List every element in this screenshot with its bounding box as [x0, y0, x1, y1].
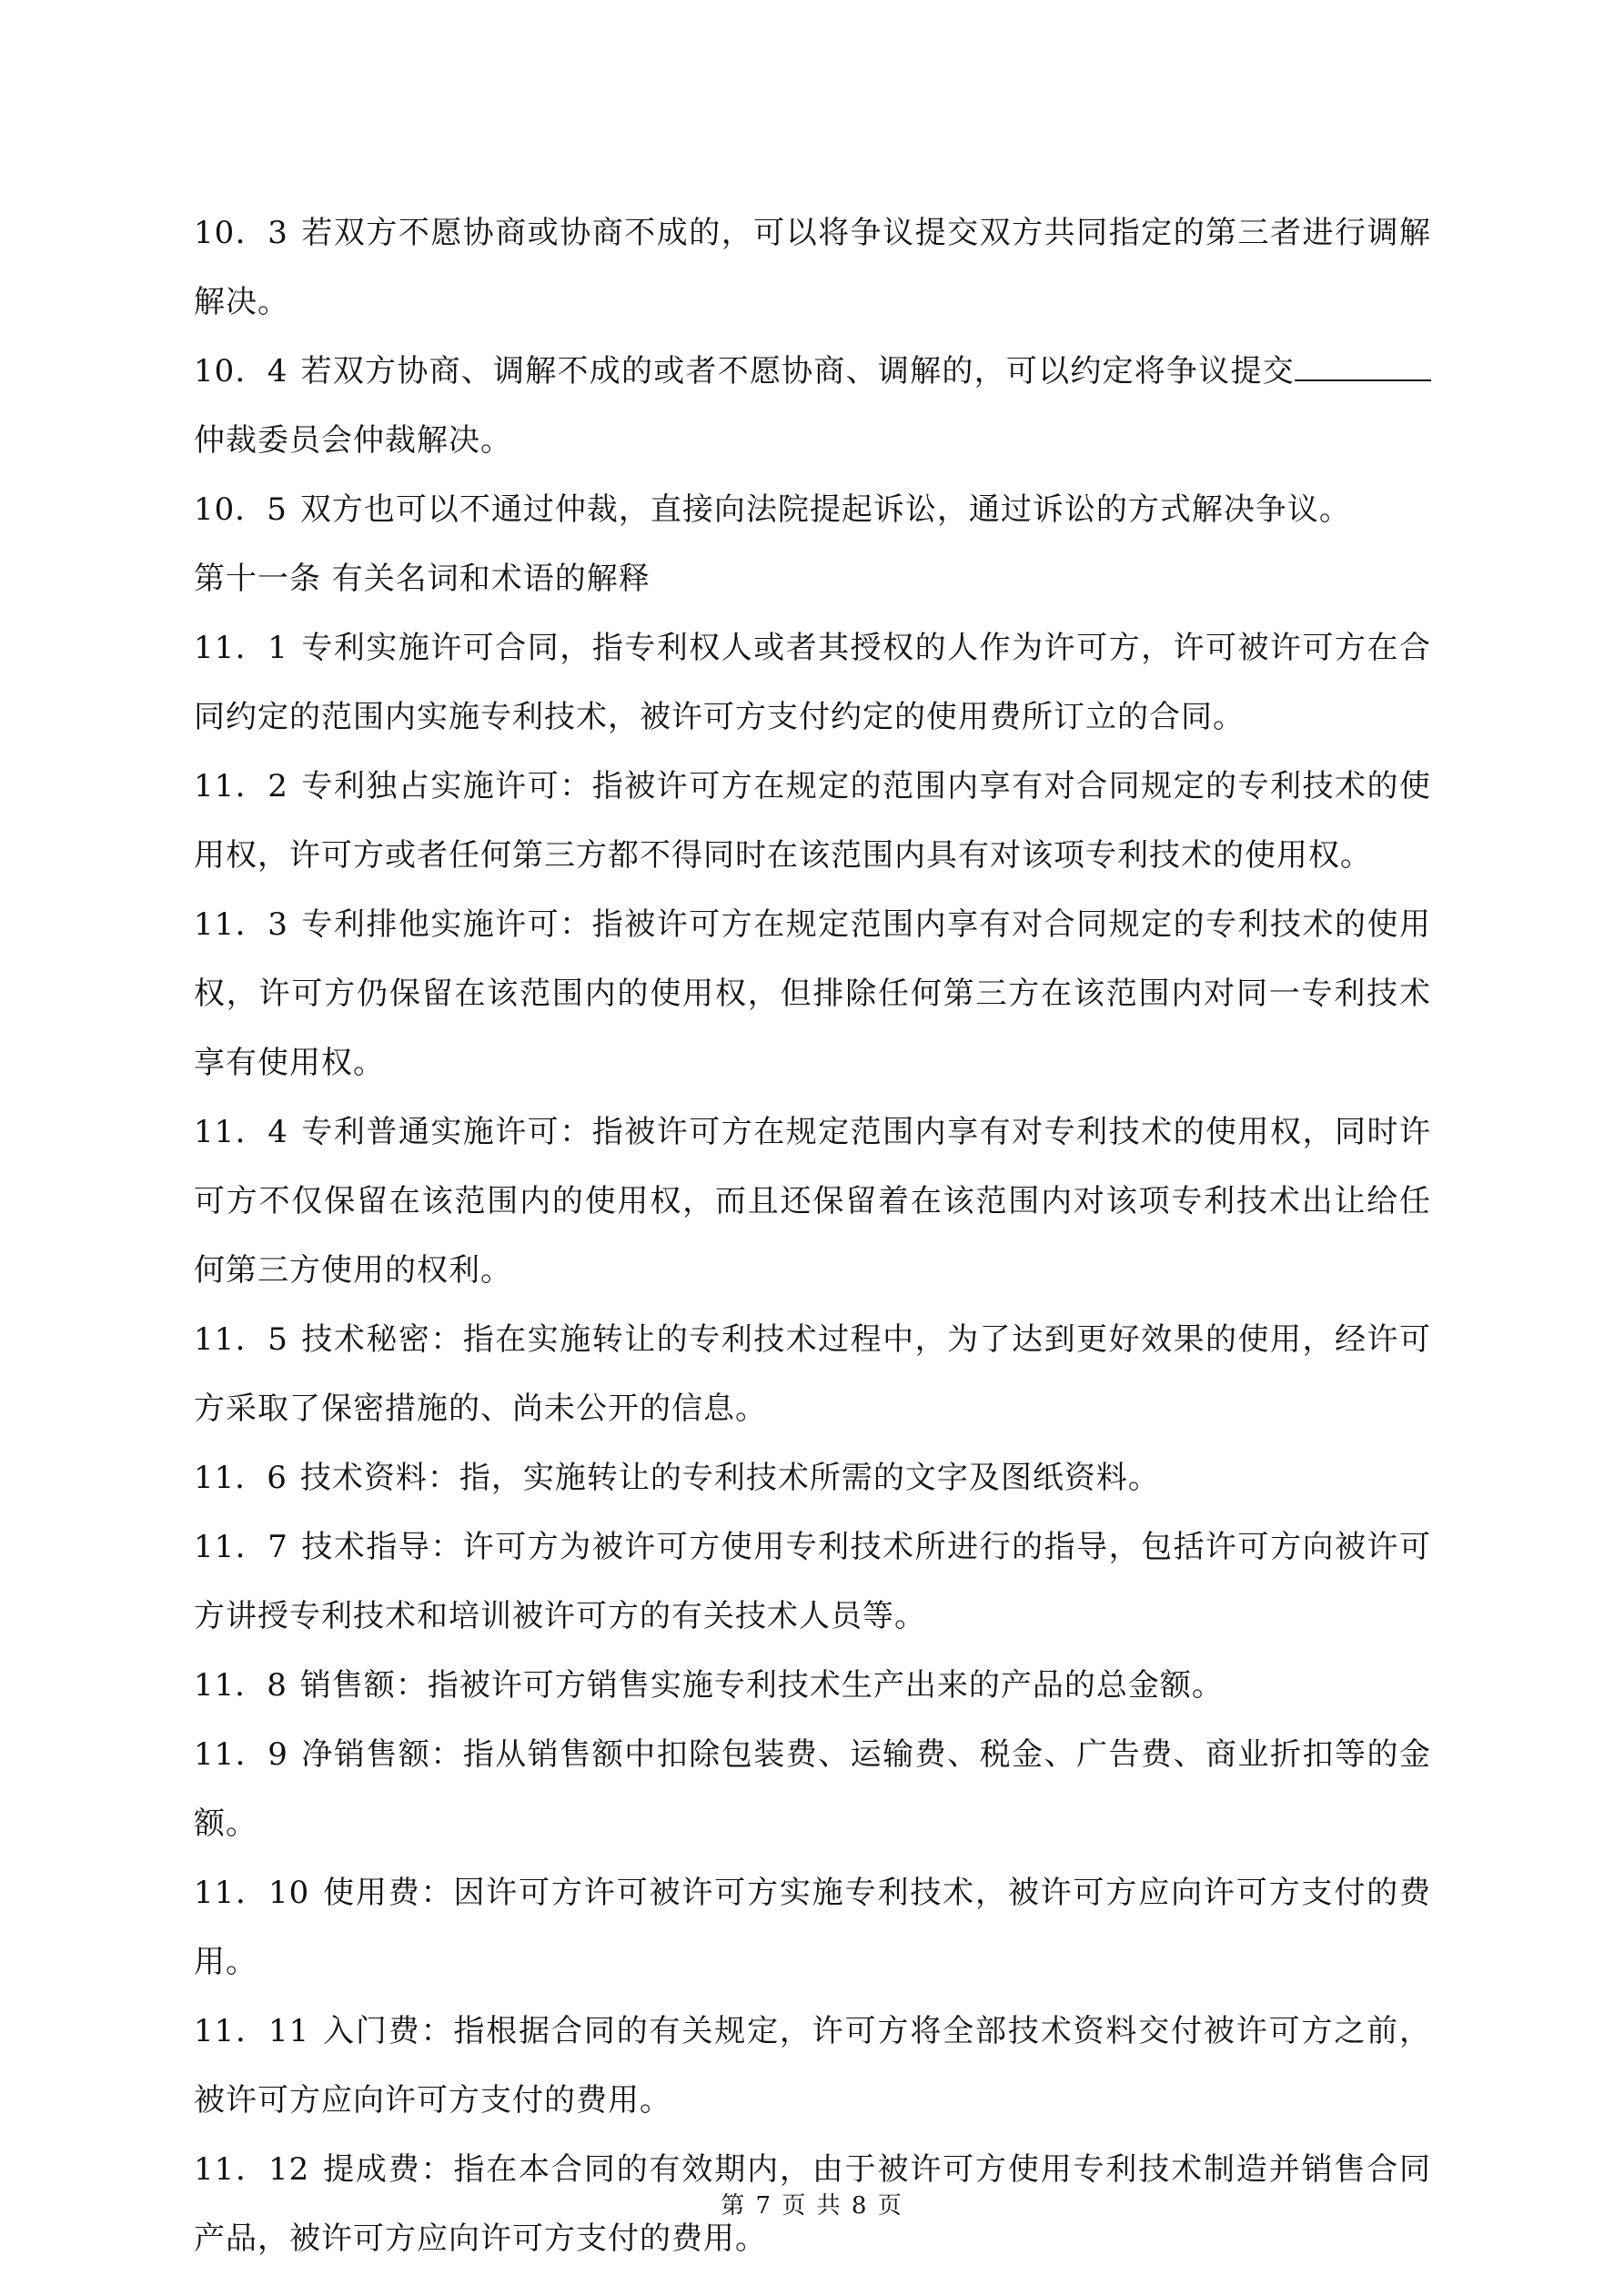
clause-11-5: [194, 1305, 1431, 1443]
clause-text: 净销售额：指从销售额中扣除包装费、运输费、税金、广告费、商业折扣等的金额。: [194, 1736, 1431, 1842]
clause-text: 技术指导：许可方为被许可方使用专利技术所进行的指导，包括许可方向被许可方讲授专利技术和培训被许可方的有关技术人员等。: [194, 1529, 1431, 1634]
clause-11-1: [194, 613, 1431, 752]
clause-11-10: [194, 1858, 1431, 1997]
clause-number: 10．3: [194, 215, 288, 251]
clause-10-5: [194, 475, 1431, 544]
article-heading-text: 第十一条 有关名词和术语的解释: [194, 561, 651, 597]
article-11-heading: [194, 544, 1431, 613]
clause-number: 11．2: [194, 768, 288, 804]
clause-text: 若双方不愿协商或协商不成的，可以将争议提交双方共同指定的第三者进行调解解决。: [194, 215, 1431, 320]
clause-11-2: [194, 752, 1431, 890]
page-footer: 第 7 页 共 8 页: [721, 2192, 903, 2220]
clause-number: 10．5: [194, 491, 287, 528]
clause-number: 11．9: [194, 1736, 288, 1773]
document-body: [194, 198, 1431, 2273]
clause-number: 11．4: [194, 1114, 288, 1150]
clause-number: 11．3: [194, 906, 288, 943]
clause-11-7: [194, 1512, 1431, 1651]
clause-text: 若双方协商、调解不成的或者不愿协商、调解的，可以约定将争议提交: [300, 353, 1295, 389]
clause-text: 专利独占实施许可：指被许可方在规定的范围内享有对合同规定的专利技术的使用权，许可方或者任何第三方都不得同时在该范围内具有对该项专利技术的使用权。: [194, 768, 1431, 874]
clause-10-4: [194, 337, 1431, 475]
clause-text: 销售额：指被许可方销售实施专利技术生产出来的产品的总金额。: [299, 1667, 1224, 1704]
clause-number: 11．6: [194, 1460, 287, 1496]
clause-text: 技术秘密：指在实施转让的专利技术过程中，为了达到更好效果的使用，经许可方采取了保密措施的、尚未公开的信息。: [194, 1321, 1431, 1427]
clause-text: 专利实施许可合同，指专利权人或者其授权的人作为许可方，许可被许可方在合同约定的范围内实施专利技术，被许可方支付约定的使用费所订立的合同。: [194, 630, 1431, 735]
clause-11-9: [194, 1720, 1431, 1858]
clause-number: 11．7: [194, 1529, 288, 1565]
clause-number: 11．11: [194, 2013, 310, 2049]
clause-text: 双方也可以不通过仲裁，直接向法院提起诉讼，通过诉讼的方式解决争议。: [299, 491, 1351, 528]
clause-11-3: [194, 890, 1431, 1097]
clause-text-continued: 仲裁委员会仲裁解决。: [194, 422, 512, 459]
clause-text: 提成费：指在本合同的有效期内，由于被许可方使用专利技术制造并销售合同产品，被许可方应向许可方支付的费用。: [194, 2151, 1432, 2257]
clause-text: 专利普通实施许可：指被许可方在规定范围内享有对专利技术的使用权，同时许可方不仅保留在该范围内的使用权，而且还保留着在该范围内对该项专利技术出让给任何第三方使用的权利。: [194, 1114, 1431, 1289]
clause-number: 11．10: [194, 1875, 310, 1911]
clause-text: 技术资料：指，实施转让的专利技术所需的文字及图纸资料。: [299, 1460, 1160, 1496]
clause-number: 10．4: [194, 353, 288, 389]
clause-number: 11．8: [194, 1667, 287, 1704]
clause-number: 11．12: [194, 2151, 310, 2188]
clause-text: 使用费：因许可方许可被许可方实施专利技术，被许可方应向许可方支付的费用。: [194, 1875, 1432, 1980]
clause-11-11: [194, 1997, 1431, 2135]
clause-number: 11．5: [194, 1321, 288, 1358]
clause-10-3: [194, 198, 1431, 337]
arbitration-blank-field: [1295, 352, 1431, 381]
clause-11-6: [194, 1443, 1431, 1512]
clause-text: 入门费：指根据合同的有关规定，许可方将全部技术资料交付被许可方之前，被许可方应向许可方支付的费用。: [194, 2013, 1432, 2119]
clause-number: 11．1: [194, 630, 288, 666]
clause-11-4: [194, 1097, 1431, 1305]
clause-11-8: [194, 1651, 1431, 1720]
clause-text: 专利排他实施许可：指被许可方在规定范围内享有对合同规定的专利技术的使用权，许可方仍保留在该范围内的使用权，但排除任何第三方在该范围内对同一专利技术享有使用权。: [194, 906, 1431, 1081]
